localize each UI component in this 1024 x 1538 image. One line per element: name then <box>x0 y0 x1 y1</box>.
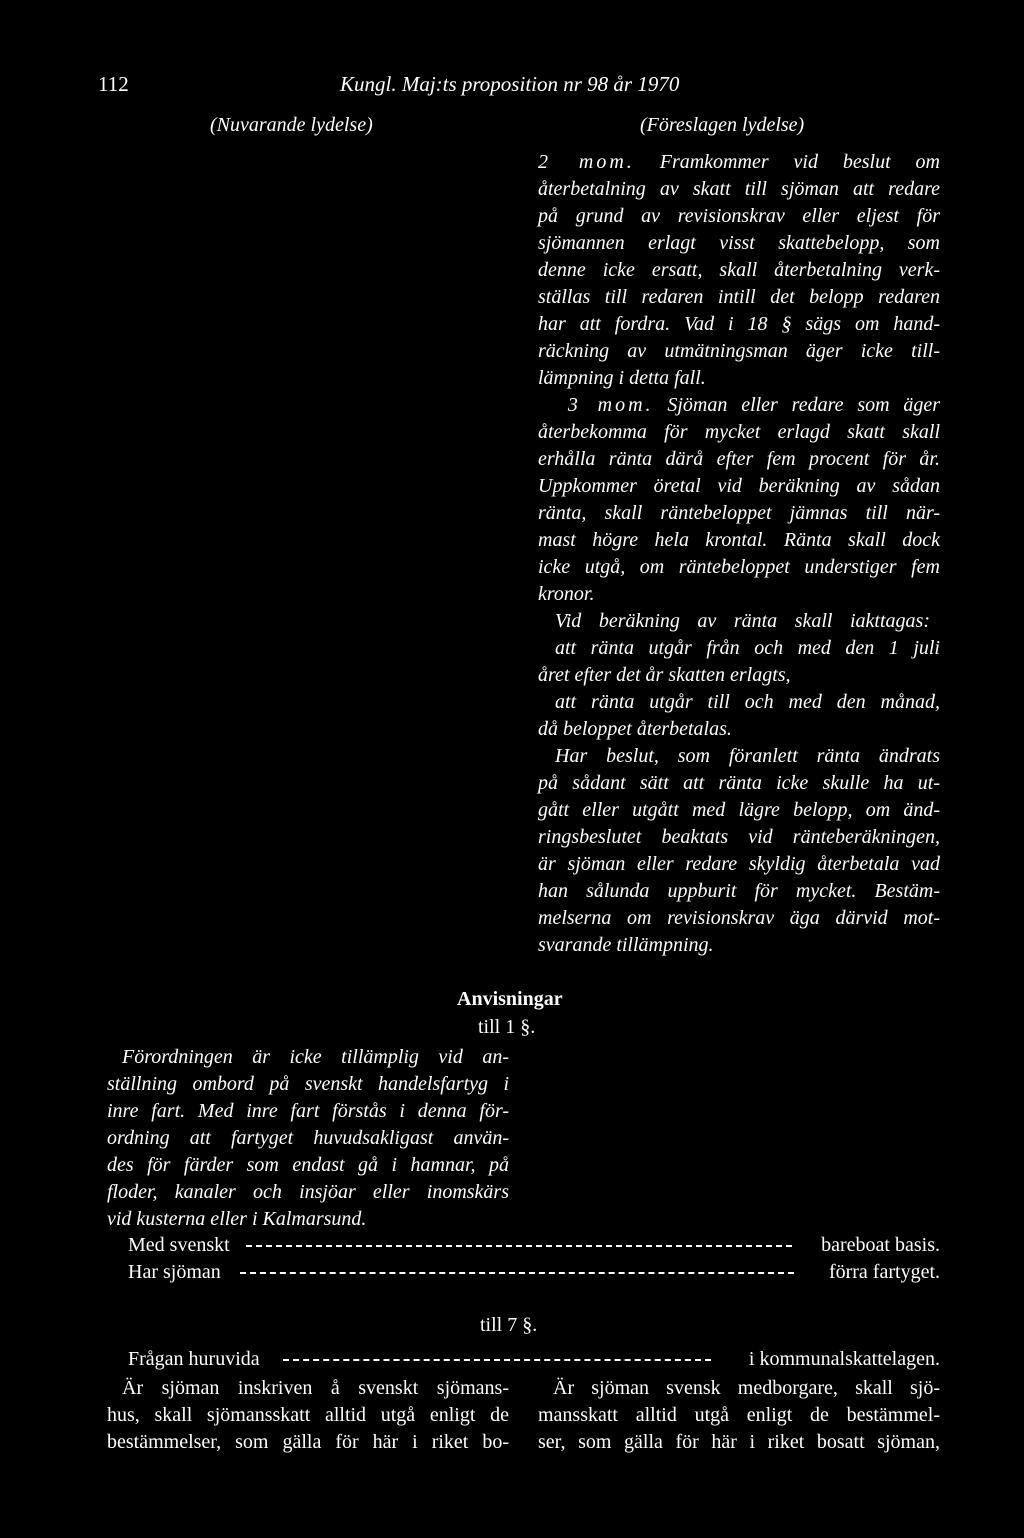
right-final-line: ser, som gälla för här i riket bosatt sjöman, <box>538 1431 940 1453</box>
left-line: ordning att fartyget huvudsakligast använ- <box>107 1127 509 1149</box>
mom3-label: 3 mom. <box>567 394 654 416</box>
mom3-line: då beloppet återbetalas. <box>538 718 732 740</box>
mom3-line: att ränta utgår till och med den månad, <box>555 691 940 713</box>
mom3-line: Har beslut, som föranlett ränta ändrats <box>555 745 940 767</box>
left-line: inre fart. Med inre fart förstås i denna för- <box>107 1100 509 1122</box>
mom3-line: icke utgå, om räntebeloppet understiger fem <box>538 556 940 578</box>
mom3-line: svarande tillämpning. <box>538 934 714 956</box>
till-7-label: till 7 §. <box>480 1314 538 1336</box>
left-final-line: bestämmelser, som gälla för här i riket bo- <box>107 1431 509 1453</box>
fragan-end: i kommunalskattelagen. <box>748 1348 940 1370</box>
left-final-line: Är sjöman inskriven å svenskt sjömans- <box>122 1377 509 1399</box>
mom3-line: erhålla ränta därå efter fem procent för år. <box>538 448 940 470</box>
mom2-line: denne icke ersatt, skall återbetalning verk- <box>538 259 940 281</box>
mom3-line: är sjöman eller redare skyldig återbetala vad <box>538 853 940 875</box>
har-sjoman-start: Har sjöman <box>128 1261 221 1283</box>
mom3-line: på sådant sätt att ränta icke skulle ha ut- <box>538 772 940 794</box>
mom3-text: Sjöman eller redare som äger <box>667 394 941 416</box>
mom2-line <box>538 149 940 176</box>
left-line: des för färder som endast gå i hamnar, på <box>107 1154 509 1176</box>
left-column-heading: (Nuvarande lydelse) <box>210 114 373 136</box>
med-svenskt-end: bareboat basis. <box>821 1234 940 1256</box>
mom2-line: räckning av utmätningsman äger icke till- <box>538 340 940 362</box>
right-final-line: mansskatt alltid utgå enligt de bestämmel- <box>538 1404 940 1426</box>
mom3-line: melserna om revisionskrav äga därvid mot- <box>538 907 940 929</box>
mom3-line <box>538 392 940 419</box>
mom2-line: på grund av revisionskrav eller eljest för <box>538 205 940 227</box>
elision-dashes <box>246 1245 792 1247</box>
fragan-line <box>128 1346 940 1373</box>
mom2-line: lämpning i detta fall. <box>538 367 706 389</box>
mom3-line: återbekomma för mycket erlagd skatt skall <box>538 421 940 443</box>
mom3-line: att ränta utgår från och med den 1 juli <box>555 637 940 659</box>
mom2-line: har att fordra. Vad i 18 § sägs om hand- <box>538 313 940 335</box>
mom3-line: året efter det år skatten erlagts, <box>538 664 791 686</box>
mom2-line: återbetalning av skatt till sjöman att redare <box>538 178 940 200</box>
mom2-text: Framkommer vid beslut om <box>659 151 940 173</box>
till-1-label: till 1 §. <box>478 1016 536 1038</box>
mom3-line: kronor. <box>538 583 595 605</box>
mom3-line: gått eller utgått med lägre belopp, om änd- <box>538 799 940 821</box>
har-sjoman-line <box>128 1259 940 1286</box>
left-line: vid kusterna eller i Kalmarsund. <box>107 1208 367 1230</box>
mom2-label: 2 mom. <box>538 151 635 173</box>
left-line: ställning ombord på svenskt handelsfartyg i <box>107 1073 509 1095</box>
elision-dashes <box>240 1272 794 1274</box>
fragan-start: Frågan huruvida <box>128 1348 260 1370</box>
mom3-line: Vid beräkning av ränta skall iakttagas: <box>555 610 930 632</box>
med-svenskt-line <box>128 1232 940 1259</box>
mom3-line: ränta, skall räntebeloppet jämnas till när- <box>538 502 940 524</box>
mom3-line: han sålunda uppburit för mycket. Bestäm- <box>538 880 940 902</box>
left-line: floder, kanaler och insjöar eller inomskärs <box>107 1181 509 1203</box>
left-line: Förordningen är icke tillämplig vid an- <box>122 1046 509 1068</box>
left-final-line: hus, skall sjömansskatt alltid utgå enligt de <box>107 1404 509 1426</box>
right-final-line: Är sjöman svensk medborgare, skall sjö- <box>553 1377 940 1399</box>
mom3-line: ringsbeslutet beaktats vid ränteberäkningen, <box>538 826 940 848</box>
mom2-line: ställas till redaren intill det belopp redaren <box>538 286 940 308</box>
elision-dashes <box>283 1359 711 1361</box>
med-svenskt-start: Med svenskt <box>128 1234 230 1256</box>
har-sjoman-end: förra fartyget. <box>828 1261 940 1283</box>
mom3-line: Uppkommer öretal vid beräkning av sådan <box>538 475 940 497</box>
page-title: Kungl. Maj:ts proposition nr 98 år 1970 <box>340 72 680 96</box>
right-column-heading: (Föreslagen lydelse) <box>640 114 805 136</box>
anvisningar-heading: Anvisningar <box>457 988 563 1010</box>
mom2-line: sjömannen erlagt visst skattebelopp, som <box>538 232 940 254</box>
mom3-line: mast högre hela krontal. Ränta skall dock <box>538 529 940 551</box>
page-number: 112 <box>98 72 129 96</box>
